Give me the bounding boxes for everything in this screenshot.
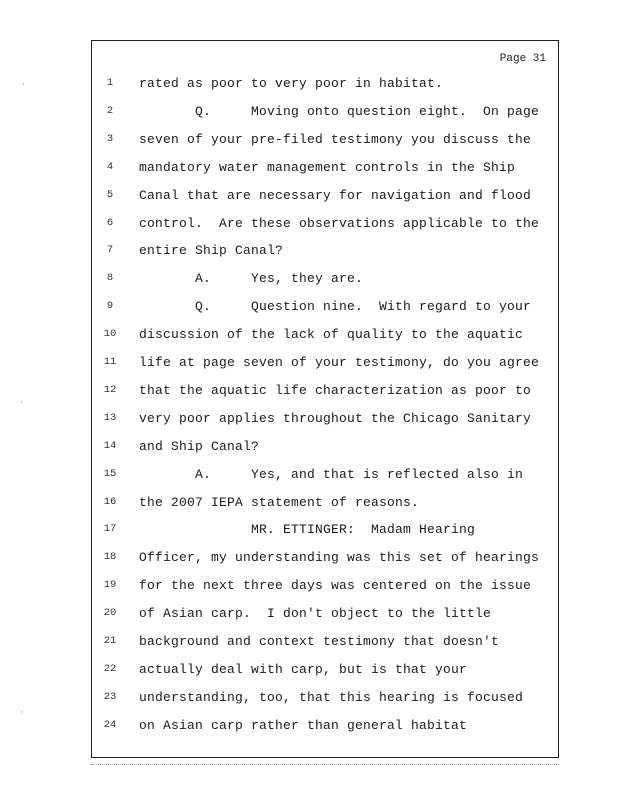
page-number-label: Page 31 (499, 53, 546, 65)
line-number: 7 (106, 244, 114, 257)
line-number: 9 (106, 300, 114, 313)
transcript-line: A. Yes, they are. (139, 271, 364, 287)
margin-mark: · (20, 398, 23, 408)
line-number: 17 (103, 523, 117, 536)
transcript-line: on Asian carp rather than general habitat (139, 717, 468, 733)
line-number: 10 (103, 328, 117, 341)
line-number: 15 (103, 467, 117, 480)
transcript-line: understanding, too, that this hearing is focused (139, 689, 524, 705)
line-number: 19 (103, 579, 117, 592)
transcript-line: Canal that are necessary for navigation and flood (139, 187, 532, 203)
transcript-line: Q. Moving onto question eight. On page (139, 103, 540, 119)
line-number: 4 (106, 160, 114, 173)
line-number: 1 (106, 77, 114, 89)
footer-rule (91, 764, 559, 765)
transcript-line: MR. ETTINGER: Madam Hearing (139, 522, 476, 538)
transcript-line: background and context testimony that doesn't (139, 634, 500, 649)
line-number: 12 (103, 383, 117, 396)
line-number: 24 (103, 718, 117, 731)
line-number: 16 (103, 495, 117, 508)
transcript-line: of Asian carp. I don't object to the little (139, 606, 492, 622)
transcript-line: the 2007 IEPA statement of reasons. (139, 494, 420, 510)
transcript-line: Q. Question nine. With regard to your (139, 299, 532, 315)
transcript-line: and Ship Canal? (139, 438, 260, 454)
line-number: 3 (106, 132, 114, 145)
transcript-page-frame (91, 40, 559, 758)
transcript-line: control. Are these observations applicable to the (139, 215, 540, 231)
margin-mark: · (20, 708, 23, 718)
transcript-line: actually deal with carp, but is that your (139, 661, 468, 677)
line-number: 14 (103, 439, 117, 452)
line-number: 20 (103, 607, 117, 620)
transcript-line: A. Yes, and that is reflected also in (139, 466, 524, 482)
line-number: 11 (103, 356, 117, 368)
transcript-line: mandatory water management controls in the Ship (139, 159, 516, 175)
transcript-line: entire Ship Canal? (139, 243, 284, 259)
transcript-line: rated as poor to very poor in habitat. (139, 76, 444, 91)
transcript-line: that the aquatic life characterization as poor to (139, 382, 532, 398)
line-number: 2 (106, 104, 114, 117)
transcript-line: life at page seven of your testimony, do you agree (139, 355, 540, 370)
line-number: 5 (106, 188, 114, 201)
transcript-line: seven of your pre-filed testimony you discuss the (139, 131, 532, 147)
transcript-line: very poor applies throughout the Chicago Sanitary (139, 410, 532, 426)
line-number: 22 (103, 662, 117, 675)
line-number: 13 (103, 411, 117, 424)
line-number: 6 (106, 216, 114, 229)
margin-mark: · (22, 80, 25, 90)
line-number: 23 (103, 690, 117, 703)
line-number: 8 (106, 272, 114, 285)
line-number: 18 (103, 551, 117, 564)
transcript-line: for the next three days was centered on the issue (139, 578, 532, 594)
transcript-line: Officer, my understanding was this set of hearings (139, 550, 540, 566)
transcript-line: discussion of the lack of quality to the aquatic (139, 327, 524, 343)
line-number: 21 (103, 635, 117, 647)
